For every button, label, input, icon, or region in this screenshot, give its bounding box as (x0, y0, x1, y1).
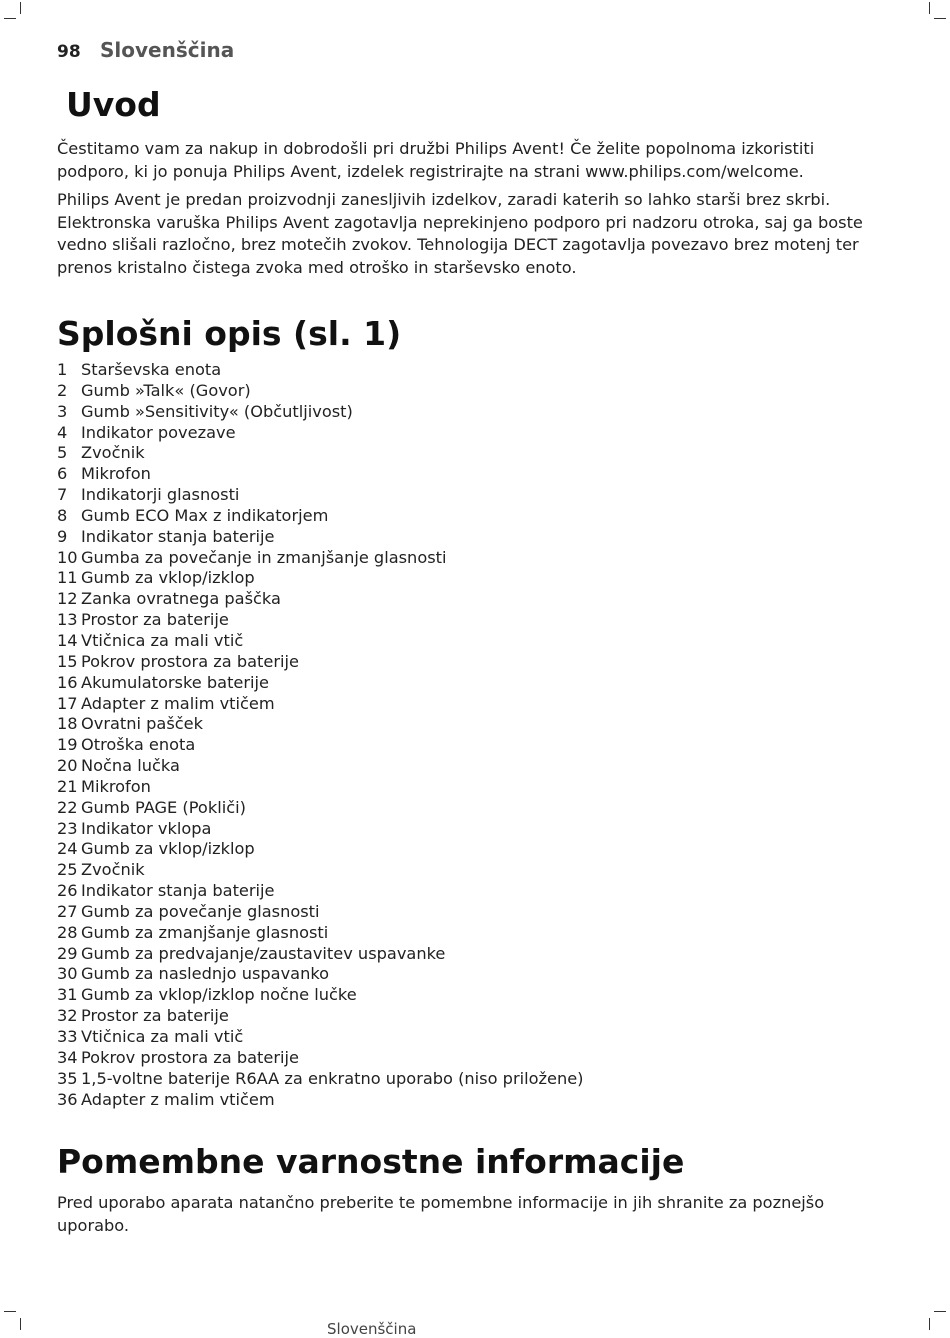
list-item (57, 735, 887, 756)
intro-paragraph: Philips Avent je predan proizvodnji zanesljivih izdelkov, zaradi katerih so lahko starši brez skrbi. Elektronska varuška Philips Avent zagotavlja neprekinjeno podporo pri nadzoru otroka, saj ga boste vedno slišali razločno, brez motečih zvokov. Tehnologija DECT zagotavlja povezavo brez motenj ter prenos kristalno čistega zvoka med otroško in starševsko enoto. (57, 190, 863, 277)
item-number: 24 (57, 839, 78, 859)
item-text: Prostor za baterije (81, 610, 229, 630)
list-item (57, 610, 887, 631)
crop-mark (20, 1318, 21, 1330)
item-text: Mikrofon (81, 776, 151, 796)
item-text: Pokrov prostora za baterije (81, 651, 299, 671)
list-item (57, 1006, 887, 1027)
list-item (57, 985, 887, 1006)
item-number: 18 (57, 714, 78, 734)
item-number: 33 (57, 1027, 78, 1046)
list-item (57, 652, 887, 673)
item-text: Gumb za predvajanje/zaustavitev uspavanke (81, 943, 446, 963)
language-label: Slovenščina (100, 38, 235, 62)
list-item (57, 360, 887, 381)
item-number: 35 (57, 1068, 78, 1088)
item-text: Gumb za vklop/izklop (81, 568, 255, 588)
crop-mark (929, 1318, 930, 1330)
item-number: 3 (57, 401, 68, 421)
item-number: 27 (57, 901, 78, 921)
crop-mark (934, 18, 946, 19)
crop-mark (4, 18, 16, 19)
intro-paragraph: Čestitamo vam za nakup in dobrodošli pri družbi Philips Avent! Če želite popolnoma izkoristiti podporo, ki jo ponuja Philips Avent, izdelek registrirajte na strani www.philips.com/welcome. (57, 139, 815, 181)
item-text: Indikator vklopa (81, 818, 212, 838)
item-number: 34 (57, 1047, 78, 1067)
item-text: Indikatorji glasnosti (81, 485, 240, 505)
list-item (57, 756, 887, 777)
item-number: 2 (57, 380, 68, 400)
item-text: Gumb PAGE (Pokliči) (81, 797, 246, 817)
list-item (57, 402, 887, 423)
item-number: 21 (57, 776, 78, 796)
item-text: Ovratni pašček (81, 714, 204, 734)
item-text: Prostor za baterije (81, 1006, 229, 1026)
safety-paragraph: Pred uporabo aparata natančno preberite te pomembne informacije in jih shranite za poznejšo uporabo. (57, 1193, 825, 1235)
item-text: Gumba za povečanje in zmanjšanje glasnosti (81, 547, 447, 567)
crop-mark (20, 2, 21, 14)
item-number: 26 (57, 881, 78, 901)
item-number: 8 (57, 505, 68, 525)
item-number: 9 (57, 526, 68, 546)
safety-heading: Pomembne varnostne informacije (57, 1142, 685, 1182)
item-number: 16 (57, 672, 78, 692)
list-item (57, 798, 887, 819)
list-item (57, 568, 887, 589)
list-item (57, 923, 887, 944)
item-text: Gumb za vklop/izklop (81, 839, 255, 859)
item-number: 23 (57, 818, 78, 838)
list-item (57, 839, 887, 860)
item-text: 1,5-voltne baterije R6AA za enkratno uporabo (niso priložene) (81, 1068, 584, 1088)
list-item (57, 527, 887, 548)
item-number: 19 (57, 735, 78, 755)
item-number: 12 (57, 589, 78, 609)
list-item (57, 589, 887, 610)
list-item (57, 423, 887, 444)
item-number: 36 (57, 1089, 78, 1109)
item-number: 28 (57, 922, 78, 942)
item-text: Nočna lučka (81, 756, 180, 776)
list-item (57, 1027, 887, 1048)
item-number: 15 (57, 651, 78, 671)
list-item (57, 714, 887, 735)
item-number: 13 (57, 610, 78, 630)
item-text: Gumb za povečanje glasnosti (81, 901, 320, 921)
description-heading: Splošni opis (sl. 1) (57, 314, 402, 353)
list-item (57, 548, 887, 569)
item-number: 32 (57, 1006, 78, 1026)
item-number: 31 (57, 985, 78, 1005)
item-text: Gumb za naslednjo uspavanko (81, 964, 330, 984)
item-number: 4 (57, 422, 68, 442)
item-number: 30 (57, 964, 78, 984)
item-number: 10 (57, 547, 78, 567)
item-number: 1 (57, 360, 68, 379)
item-number: 6 (57, 464, 68, 484)
item-text: Indikator stanja baterije (81, 881, 275, 901)
list-item (57, 464, 887, 485)
list-item (57, 1069, 887, 1090)
page-number: 98 (57, 42, 81, 62)
item-text: Zanka ovratnega paščka (81, 589, 281, 609)
item-number: 25 (57, 860, 78, 880)
item-text: Pokrov prostora za baterije (81, 1047, 299, 1067)
item-text: Gumb »Sensitivity« (Občutljivost) (81, 401, 353, 421)
list-item (57, 485, 887, 506)
page-footer: Slovenščina (327, 1320, 417, 1338)
item-text: Gumb »Talk« (Govor) (81, 380, 251, 400)
list-item (57, 631, 887, 652)
crop-mark (934, 1311, 946, 1312)
list-item (57, 777, 887, 798)
item-text: Mikrofon (81, 464, 151, 484)
item-number: 17 (57, 693, 78, 713)
item-text: Indikator stanja baterije (81, 526, 275, 546)
item-text: Zvočnik (81, 443, 145, 463)
intro-heading: Uvod (66, 85, 161, 124)
crop-mark (929, 2, 930, 14)
page-header (57, 38, 887, 70)
list-item (57, 944, 887, 965)
list-item (57, 902, 887, 923)
item-number: 22 (57, 797, 78, 817)
parts-list (57, 360, 887, 1110)
item-text: Gumb ECO Max z indikatorjem (81, 505, 329, 525)
item-number: 14 (57, 630, 78, 650)
item-text: Indikator povezave (81, 422, 236, 442)
item-text: Vtičnica za mali vtič (81, 1027, 244, 1046)
item-text: Vtičnica za mali vtič (81, 630, 244, 650)
document-page (57, 38, 887, 1243)
item-text: Akumulatorske baterije (81, 672, 270, 692)
list-item (57, 443, 887, 464)
list-item (57, 694, 887, 715)
list-item (57, 881, 887, 902)
item-text: Gumb za zmanjšanje glasnosti (81, 922, 329, 942)
item-text: Gumb za vklop/izklop nočne lučke (81, 985, 357, 1005)
list-item (57, 860, 887, 881)
item-number: 20 (57, 756, 78, 776)
item-text: Starševska enota (81, 360, 222, 379)
list-item (57, 381, 887, 402)
list-item (57, 673, 887, 694)
list-item (57, 964, 887, 985)
item-number: 29 (57, 943, 78, 963)
list-item (57, 506, 887, 527)
item-text: Zvočnik (81, 860, 145, 880)
item-number: 7 (57, 485, 68, 505)
list-item (57, 1048, 887, 1069)
item-text: Adapter z malim vtičem (81, 693, 275, 713)
item-text: Otroška enota (81, 735, 196, 755)
item-number: 5 (57, 443, 68, 463)
crop-mark (4, 1311, 16, 1312)
item-text: Adapter z malim vtičem (81, 1089, 275, 1109)
list-item (57, 1090, 887, 1111)
item-number: 11 (57, 568, 78, 588)
list-item (57, 819, 887, 840)
